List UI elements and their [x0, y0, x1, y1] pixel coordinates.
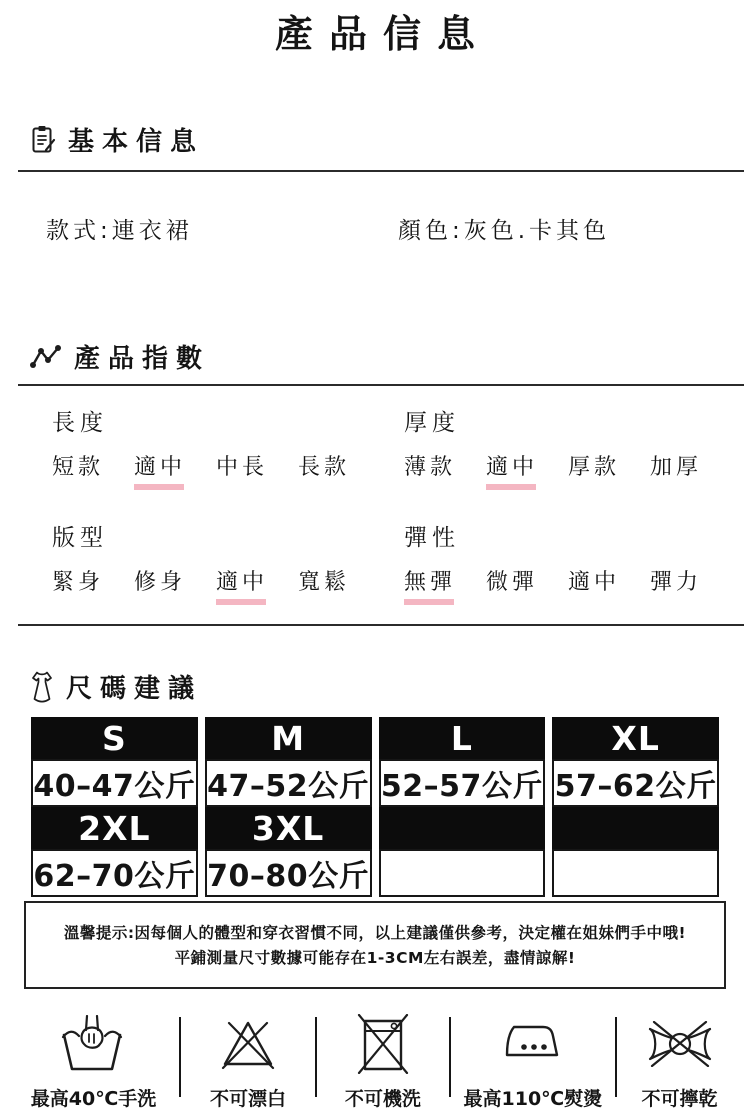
no-machine-wash-icon [356, 1013, 410, 1075]
size-weight-cell: 40–47公斤 [31, 759, 198, 807]
color-field: 顏色:灰色.卡其色 [398, 218, 611, 245]
care-label: 不可擰乾 [641, 1088, 718, 1111]
attr-option-selected: 適中 [486, 450, 538, 481]
attr-option: 薄款 [404, 455, 457, 481]
divider [18, 170, 744, 172]
style-field: 款式:連衣裙 [46, 218, 193, 245]
size-header-cell: 3XL [205, 807, 372, 849]
attr-group-length [52, 404, 404, 481]
index-heading-label: 產品指數 [74, 344, 211, 375]
care-item-no-machine-wash [317, 1013, 449, 1111]
iron-max110-icon [498, 1013, 568, 1075]
attr-option: 加厚 [650, 455, 703, 481]
hand-wash-icon [60, 1013, 126, 1075]
size-weight-cell: 70–80公斤 [205, 849, 372, 897]
size-header-row [31, 807, 719, 849]
basic-fields [0, 212, 750, 244]
no-bleach-icon [219, 1013, 277, 1075]
size-guide-heading [30, 668, 750, 705]
size-data-row [31, 759, 719, 807]
size-table [24, 717, 726, 897]
size-note-box [24, 901, 726, 989]
size-header-cell-empty [379, 807, 546, 849]
attr-option: 短款 [52, 455, 105, 481]
size-weight-cell-empty [552, 849, 719, 897]
no-wring-icon [644, 1013, 716, 1075]
care-symbols-row [8, 1013, 742, 1111]
size-header-cell: 2XL [31, 807, 198, 849]
attr-option-selected: 適中 [216, 565, 268, 596]
care-item-hand-wash [8, 1013, 179, 1111]
divider [18, 624, 744, 626]
size-weight-cell: 62–70公斤 [31, 849, 198, 897]
care-item-no-bleach [181, 1013, 315, 1111]
size-note-line-1: 溫馨提示:因每個人的體型和穿衣習慣不同，以上建議僅供參考，決定權在姐妹們手中哦! [63, 924, 687, 943]
care-label: 最高110℃熨燙 [463, 1088, 603, 1111]
clipboard-icon [30, 125, 56, 155]
attr-option: 寬鬆 [298, 570, 351, 596]
divider [18, 384, 744, 386]
product-index-heading [30, 338, 750, 375]
size-note-line-2: 平鋪測量尺寸數據可能存在1-3CM左右誤差，盡情諒解! [174, 949, 576, 968]
attr-option: 修身 [134, 570, 187, 596]
attr-option: 厚款 [568, 455, 621, 481]
attr-option: 長款 [298, 455, 351, 481]
product-index-grid [0, 404, 750, 596]
attr-group-elasticity [404, 519, 750, 596]
size-header-cell: XL [552, 717, 719, 759]
attr-name: 厚度 [404, 410, 460, 437]
size-heading-label: 尺碼建議 [66, 674, 203, 705]
attr-option: 適中 [568, 570, 621, 596]
size-header-row [31, 717, 719, 759]
size-weight-cell-empty [379, 849, 546, 897]
care-item-iron [451, 1013, 615, 1111]
care-label: 不可機洗 [344, 1088, 421, 1111]
dress-icon [30, 671, 54, 703]
attr-option: 中長 [216, 455, 269, 481]
basic-info-heading [30, 121, 750, 158]
attr-group-thickness [404, 404, 750, 481]
size-data-row [31, 849, 719, 897]
size-weight-cell: 52–57公斤 [379, 759, 546, 807]
care-label: 最高40℃手洗 [30, 1088, 157, 1111]
size-header-cell-empty [552, 807, 719, 849]
size-weight-cell: 57–62公斤 [552, 759, 719, 807]
attr-option-selected: 無彈 [404, 565, 456, 596]
page-title: 產品信息 [274, 12, 491, 56]
care-label: 不可漂白 [210, 1088, 287, 1111]
basic-heading-label: 基本信息 [68, 127, 205, 158]
size-header-cell: L [379, 717, 546, 759]
attr-name: 版型 [52, 525, 108, 552]
attr-group-fit [52, 519, 404, 596]
attr-option-selected: 適中 [134, 450, 186, 481]
attr-name: 彈性 [404, 525, 460, 552]
size-header-cell: M [205, 717, 372, 759]
size-header-cell: S [31, 717, 198, 759]
attr-option: 彈力 [650, 570, 703, 596]
attr-option: 緊身 [52, 570, 105, 596]
attr-option: 微彈 [486, 570, 539, 596]
attr-name: 長度 [52, 410, 108, 437]
care-item-no-wring [617, 1013, 742, 1111]
trend-chart-icon [30, 343, 62, 371]
size-weight-cell: 47–52公斤 [205, 759, 372, 807]
